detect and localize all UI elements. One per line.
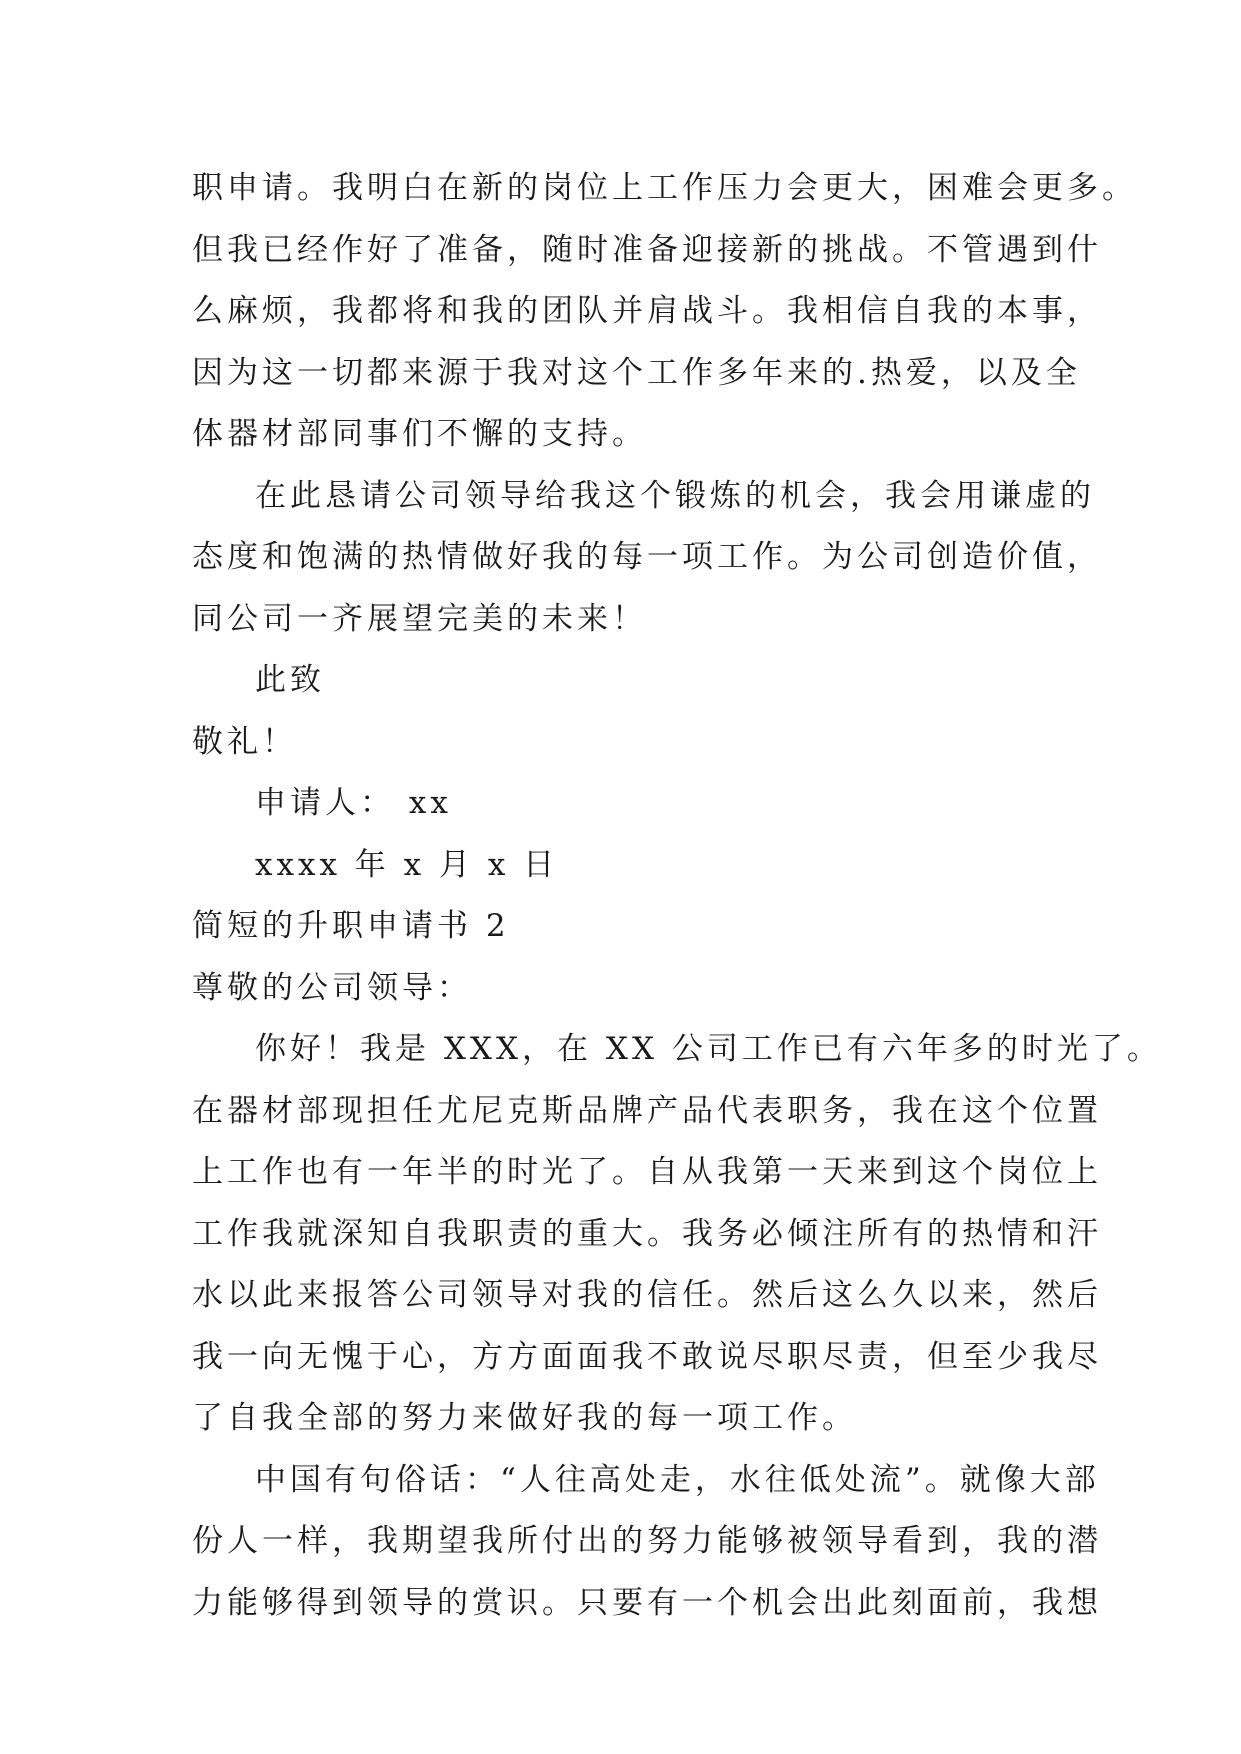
letter-greeting: 尊敬的公司领导：: [192, 969, 472, 1006]
paragraph-start-line: 中国有句俗话：“人往高处走，水往低处流”。就像大部: [255, 1461, 1100, 1498]
closing-salutation: 此致: [255, 662, 325, 698]
paragraph-start-line: 在此恳请公司领导给我这个锻炼的机会，我会用谦虚的: [255, 477, 1095, 514]
text-line: 因为这一切都来源于我对这个工作多年来的.热爱，以及全: [192, 354, 1081, 391]
text-line: 态度和饱满的热情做好我的每一项工作。为公司创造价值，: [192, 539, 1102, 575]
text-line: 体器材部同事们不懈的支持。: [192, 416, 647, 452]
text-line: 职申请。我明白在新的岗位上工作压力会更大，困难会更多。: [192, 170, 1137, 206]
text-line: 上工作也有一年半的时光了。自从我第一天来到这个岗位上: [192, 1154, 1102, 1190]
section-title: 简短的升职申请书 2: [192, 908, 510, 944]
text-line: 我一向无愧于心，方方面面我不敢说尽职尽责，但至少我尽: [192, 1338, 1102, 1375]
document-body: [192, 158, 1162, 1634]
text-line: 同公司一齐展望完美的未来！: [192, 600, 647, 637]
closing-regards: 敬礼！: [192, 723, 297, 760]
date-line: xxxx 年 x 月 x 日: [255, 846, 559, 883]
text-line: 在器材部现担任尤尼克斯品牌产品代表职务，我在这个位置: [192, 1092, 1102, 1129]
text-line: 份人一样，我期望我所付出的努力能够被领导看到，我的潜: [192, 1523, 1102, 1559]
paragraph-start-line: 你好！我是 XXX，在 XX 公司工作已有六年多的时光了。: [255, 1031, 1162, 1067]
applicant-signature: 申请人： xx: [255, 785, 452, 821]
text-line: 了自我全部的努力来做好我的每一项工作。: [192, 1400, 857, 1436]
text-line: 力能够得到领导的赏识。只要有一个机会出此刻面前，我想: [192, 1584, 1102, 1621]
text-line: 工作我就深知自我职责的重大。我务必倾注所有的热情和汗: [192, 1215, 1102, 1252]
text-line: 但我已经作好了准备，随时准备迎接新的挑战。不管遇到什: [192, 231, 1102, 268]
text-line: 水以此来报答公司领导对我的信任。然后这么久以来，然后: [192, 1277, 1102, 1313]
text-line: 么麻烦，我都将和我的团队并肩战斗。我相信自我的本事，: [192, 293, 1102, 329]
